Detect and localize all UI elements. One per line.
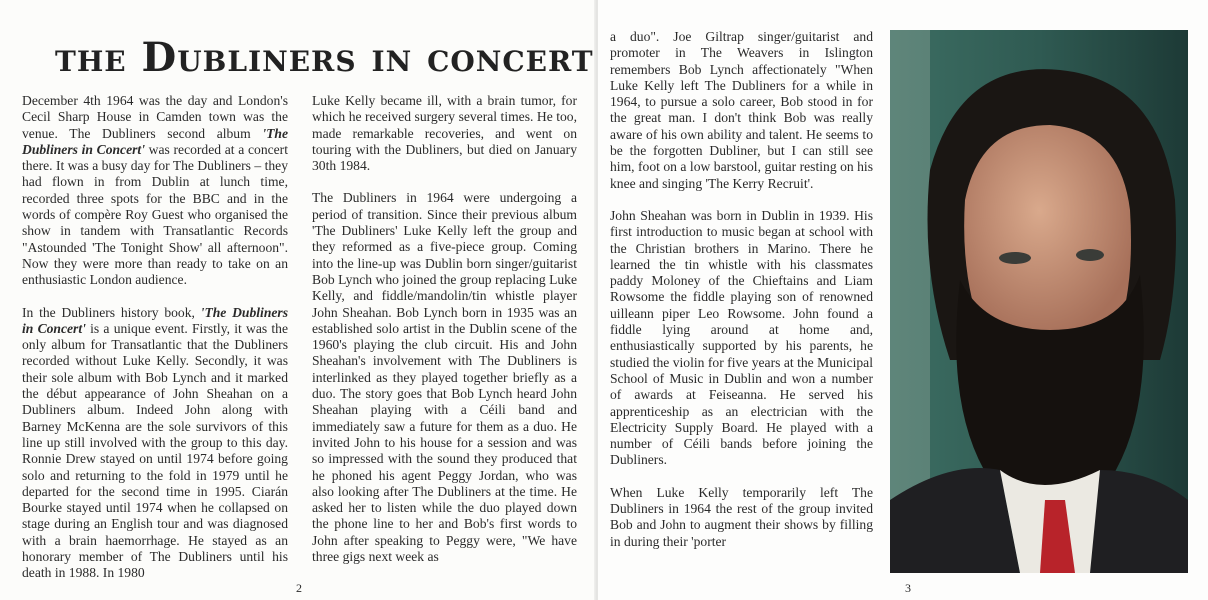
text-run: – they had flown in from Dublin at lunch time, recorded three spots for the BBC and in the words of compère Roy Guest who organised the show in tandem with Transatlantic Records "Astounded [22, 158, 288, 255]
page-number-left: 2 [296, 581, 302, 595]
italic-text: 'The Tonight Show' [92, 239, 203, 255]
text-run: is interlinked as they played together briefly as a duo. The story goes that Bob Lynch heard John Sheahan playing with a Céili band and immediately saw a future for them as a duo. He invited John to his house for a session and was so impressed with the sound they produced that he phoned his agent Peggy Jordan, who was also looking after [312, 353, 577, 499]
text-run: stayed on until 1974 before going solo and returning to the fold in 1979 until he departed for the second time in 1995. [22, 451, 288, 499]
text-run: Luke Kelly became ill, with a brain tumor, for which he received surgery several times. He too, made remarkable recoveries, and went on touring with the [312, 93, 577, 157]
bold-text: Luke Kelly [122, 353, 186, 369]
text-run: on a [252, 386, 288, 402]
text-run: at the time. He asked her to listen while the duo played down the phone line to her and Bob's first words to John after speaking to Peggy were, "We have three gigs next week as [312, 483, 577, 565]
text-run: stayed until 1974 when he collapsed on stage during an English tour and was diagnosed with a brain haemorrhage. He stayed as an honorary member of [22, 500, 288, 565]
text-run: and it marked the début appearance of [22, 369, 288, 402]
bold-text: The Dubliners [69, 125, 156, 141]
text-run: in 1964 were undergoing a period of transition. Since their previous album [312, 190, 577, 222]
bold-text: Dubliners [405, 141, 460, 157]
bold-text: Ronnie Drew [22, 451, 96, 467]
paragraph [22, 305, 288, 582]
text-column-3 [610, 29, 873, 566]
paragraph [610, 208, 873, 469]
paragraph [22, 93, 288, 289]
text-run: second album [155, 125, 263, 141]
page-number-right: 3 [905, 581, 911, 595]
text-run: was recorded at a concert there. It was a busy day for [22, 141, 288, 174]
bold-text: Dubliners [610, 452, 664, 468]
text-run: Luke Kelly left the group and they reformed as a five-piece group. Coming into the line-up was Dublin born singer/guitarist Bob Lynch who joined the group replacing Luke Kelly, and fiddle/mandolin/tin whistle player John Sheahan. Bob Lynch born in 1935 was an established solo artist in the Dublin scene of the 1960's playing the club circuit. His and John Sheahan's involvement with [312, 223, 577, 369]
bold-text: The Dubliners [149, 549, 232, 565]
bold-text: The Dubliners [412, 483, 492, 499]
text-run: John Sheahan was born in Dublin in 1939. His first introduction to music began at school with the Christian brothers in Marino. There he learned the tin whistle with his classmates paddy Moloney of the Chieftains and Liam Rowsome the fiddle playing son of renowned uilleann piper Leo Rowsome. John found a fiddle lying around at home and, enthusiastically supported by his parents, he studied the violin for five years at the Municipal School of Music in Dublin and won a number of awards at Feiseanna. He served his apprenticeship as an electrician with the Electricity Supply Board. He played with a number of Céili bands before joining the [610, 207, 873, 452]
text-run: are the sole survivors of this line up still involved with the group to this day. [22, 418, 288, 450]
text-run: for a while in 1964, to pursue a solo career, Bob stood in for the great man. I don't think Bob was really aware of his own ability and talent. He seems to be the forgotten Dubliner, but I can still see him, foot on a low barstool, guitar resting on his knee and singing 'The Kerry Recruit'. [610, 77, 873, 191]
bold-text: Dubliners [22, 402, 76, 418]
italic-text: 'The Dubliners in Concert' [22, 304, 288, 336]
bold-text: Bob Lynch [145, 369, 207, 385]
paragraph [610, 485, 873, 550]
text-run: When Luke Kelly temporarily left [610, 484, 852, 500]
text-run: . [663, 452, 668, 468]
text-run: history book, [115, 304, 201, 320]
bold-text: Barney McKenna [22, 418, 121, 434]
text-run: album. Indeed John along with [75, 402, 288, 418]
text-column-1 [22, 93, 288, 598]
bold-text: John Sheahan [172, 386, 253, 402]
paragraph [312, 93, 577, 174]
bold-text: Ciarán Bourke [22, 483, 288, 516]
text-column-2 [312, 93, 577, 581]
portrait-photo [890, 30, 1188, 573]
bold-text: The Dubliners [704, 77, 786, 93]
text-run: is a unique event. Firstly, it was the only album for Transatlantic that the [22, 320, 288, 353]
text-run: , but died on January 30th 1984. [312, 141, 577, 174]
text-run: all afternoon". Now they were more than ready to take on an enthusiastic London audience. [22, 239, 288, 288]
text-run: a duo". Joe Giltrap singer/guitarist and promoter in The Weavers in Islington remembers Bob Lynch affectionately "When Luke Kelly left [610, 29, 873, 93]
paragraph [610, 29, 873, 192]
bold-text: The Dubliners [478, 353, 561, 369]
bold-text: Dubliners [61, 304, 116, 320]
bold-text: The Dubliners [610, 484, 873, 517]
text-run: recorded without [22, 353, 123, 369]
bold-text: The Dubliners [312, 190, 397, 206]
left-page [0, 0, 596, 600]
italic-text: 'The Dubliners in Concert' [22, 125, 288, 157]
text-run: December 4th 1964 was the day and London's Cecil Sharp House in Camden town was the venue. [22, 93, 288, 141]
text-run: in 1964 the rest of the group invited Bob and John to augment their shows by filling in during their 'porter [610, 501, 873, 549]
bold-text: The Dubliners [172, 158, 251, 174]
bold-text: Dubliners [234, 337, 288, 353]
paragraph [312, 190, 577, 565]
text-run: . Secondly, it was their sole album with [22, 353, 288, 385]
text-run: In the [22, 304, 62, 320]
page-title: the Dubliners in concert [55, 34, 594, 81]
italic-text: 'The Dubliners' [312, 223, 398, 239]
text-run: until his death in 1988. In 1980 [22, 549, 288, 581]
